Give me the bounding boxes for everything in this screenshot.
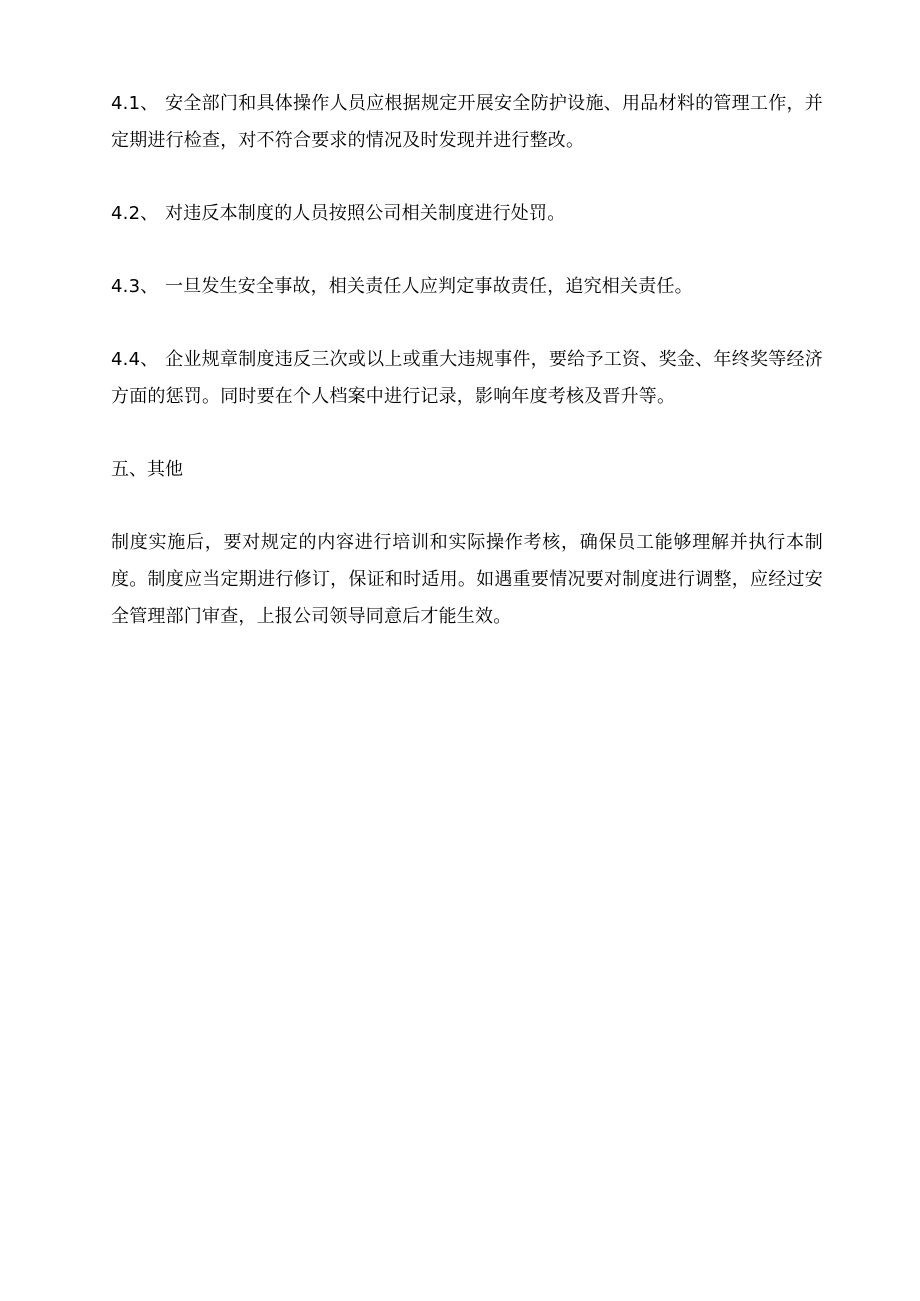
clause-text: 安全部门和具体操作人员应根据规定开展安全防护设施、用品材料的管理工作，并定期进行检查，对不符合要求的情况及时发现并进行整改。 <box>111 93 823 151</box>
clause-4-4 <box>111 341 823 415</box>
clause-text: 企业规章制度违反三次或以上或重大违规事件，要给予工资、奖金、年终奖等经济方面的惩罚。同时要在个人档案中进行记录，影响年度考核及晋升等。 <box>111 349 823 407</box>
clause-number: 4.1、 <box>111 93 159 114</box>
clause-number: 4.3、 <box>111 276 159 297</box>
clause-number: 4.2、 <box>111 203 159 224</box>
clause-4-2 <box>111 195 823 232</box>
document-body <box>111 85 823 671</box>
closing-paragraph: 制度实施后，要对规定的内容进行培训和实际操作考核，确保员工能够理解并执行本制度。制度应当定期进行修订，保证和时适用。如遇重要情况要对制度进行调整，应经过安全管理部门审查，上报公司领导同意后才能生效。 <box>111 532 823 627</box>
clause-text: 对违反本制度的人员按照公司相关制度进行处罚。 <box>165 203 566 224</box>
section-heading: 五、其他 <box>111 459 183 480</box>
clause-4-1 <box>111 85 823 159</box>
clause-4-3 <box>111 268 823 305</box>
clause-text: 一旦发生安全事故，相关责任人应判定事故责任，追究相关责任。 <box>165 276 693 297</box>
clause-number: 4.4、 <box>111 349 159 370</box>
